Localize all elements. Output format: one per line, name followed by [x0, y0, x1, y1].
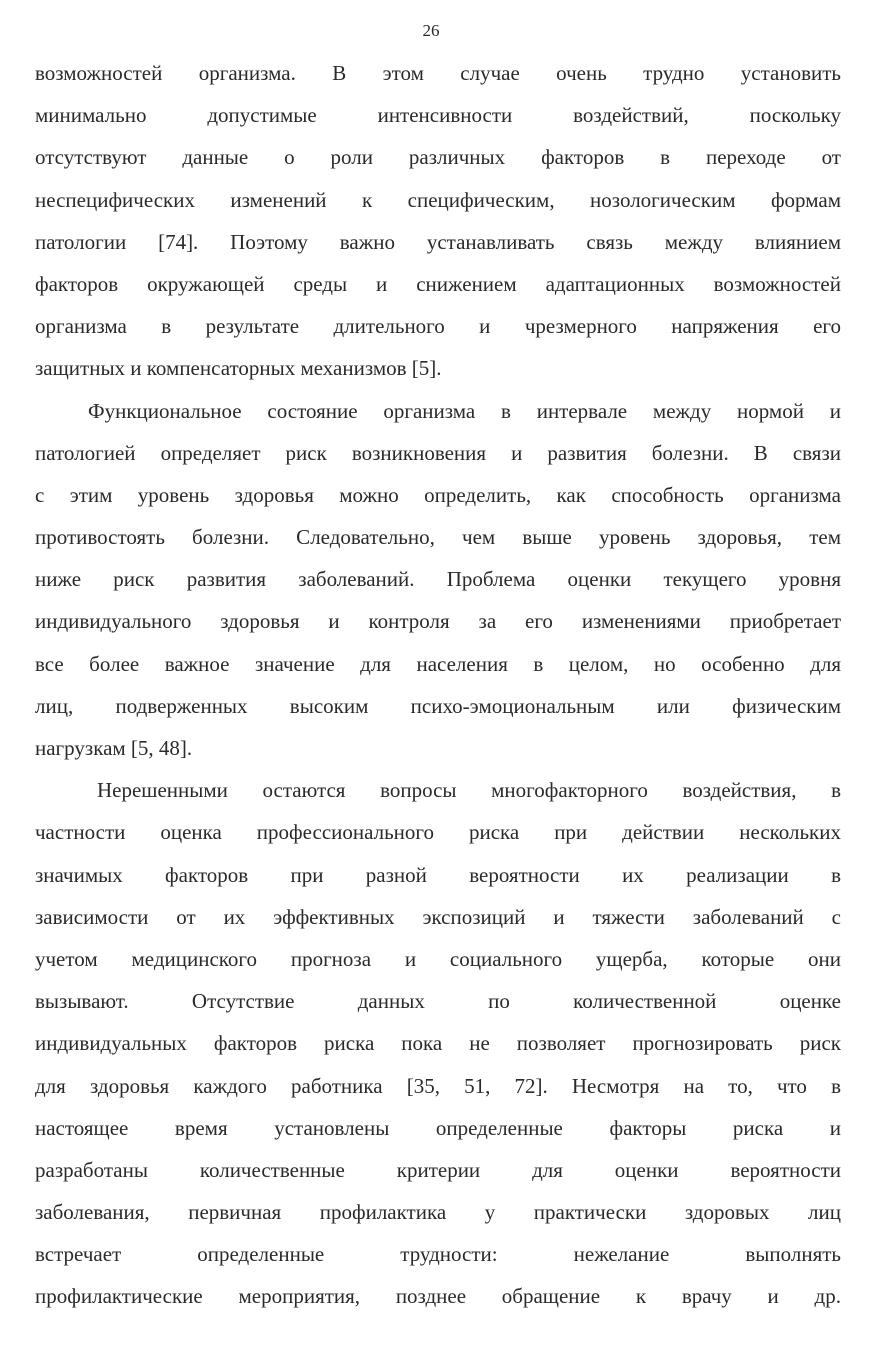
text-line: противостоять болезни. Следовательно, чем выше уровень здоровья, тем	[35, 525, 841, 550]
text-line: ниже риск развития заболеваний. Проблема оценки текущего уровня	[35, 567, 841, 592]
text-line: разработаны количественные критерии для оценки вероятности	[35, 1157, 841, 1182]
text-line: зависимости от их эффективных экспозиций и тяжести заболеваний с	[35, 904, 841, 929]
text-line: возможностей организма. В этом случае очень трудно установить	[35, 61, 841, 85]
text-line: нагрузкам [5, 48].	[35, 736, 193, 760]
text-line: организма в результате длительного и чрезмерного напряжения его	[35, 314, 841, 339]
text-line: встречает определенные трудности: нежелание выполнять	[35, 1242, 841, 1267]
text-line: патологией определяет риск возникновения и развития болезни. В связи	[35, 440, 841, 465]
text-line: неспецифических изменений к специфическим, нозологическим формам	[35, 187, 841, 212]
text-line: отсутствуют данные о роли различных факторов в переходе от	[35, 145, 841, 170]
text-line: значимых факторов при разной вероятности их реализации в	[35, 862, 841, 887]
text-line: частности оценка профессионального риска при действии нескольких	[35, 820, 841, 845]
text-line: индивидуального здоровья и контроля за его изменениями приобретает	[35, 609, 841, 634]
text-line: патологии [74]. Поэтому важно устанавливать связь между влиянием	[35, 229, 841, 254]
text-line: индивидуальных факторов риска пока не позволяет прогнозировать риск	[35, 1031, 841, 1056]
text-line: учетом медицинского прогноза и социального ущерба, которые они	[35, 946, 841, 971]
text-line: минимально допустимые интенсивности воздействий, поскольку	[35, 103, 841, 128]
text-line: для здоровья каждого работника [35, 51, 72]. Несмотря на то, что в	[35, 1073, 841, 1098]
text-line: заболевания, первичная профилактика у практически здоровых лиц	[35, 1200, 841, 1225]
text-line: с этим уровень здоровья можно определить, как способность организма	[35, 482, 841, 507]
text-line: защитных и компенсаторных механизмов [5].	[35, 356, 442, 381]
paragraph-first-line: Функциональное состояние организма в интервале между нормой и	[88, 398, 841, 423]
text-line: факторов окружающей среды и снижением адаптационных возможностей	[35, 271, 841, 296]
text-line: профилактические мероприятия, позднее обращение к врачу и др.	[35, 1284, 841, 1309]
body-text	[35, 52, 841, 1318]
page-number: 26	[422, 21, 440, 40]
paragraph-first-line: Нерешенными остаются вопросы многофакторного воздействия, в	[97, 778, 841, 803]
text-line: лиц, подверженных высоким психо-эмоциональным или физическим	[35, 693, 841, 718]
text-line: настоящее время установлены определенные факторы риска и	[35, 1115, 841, 1140]
text-line: вызывают. Отсутствие данных по количественной оценке	[35, 989, 841, 1014]
text-line: все более важное значение для населения в целом, но особенно для	[35, 651, 841, 676]
